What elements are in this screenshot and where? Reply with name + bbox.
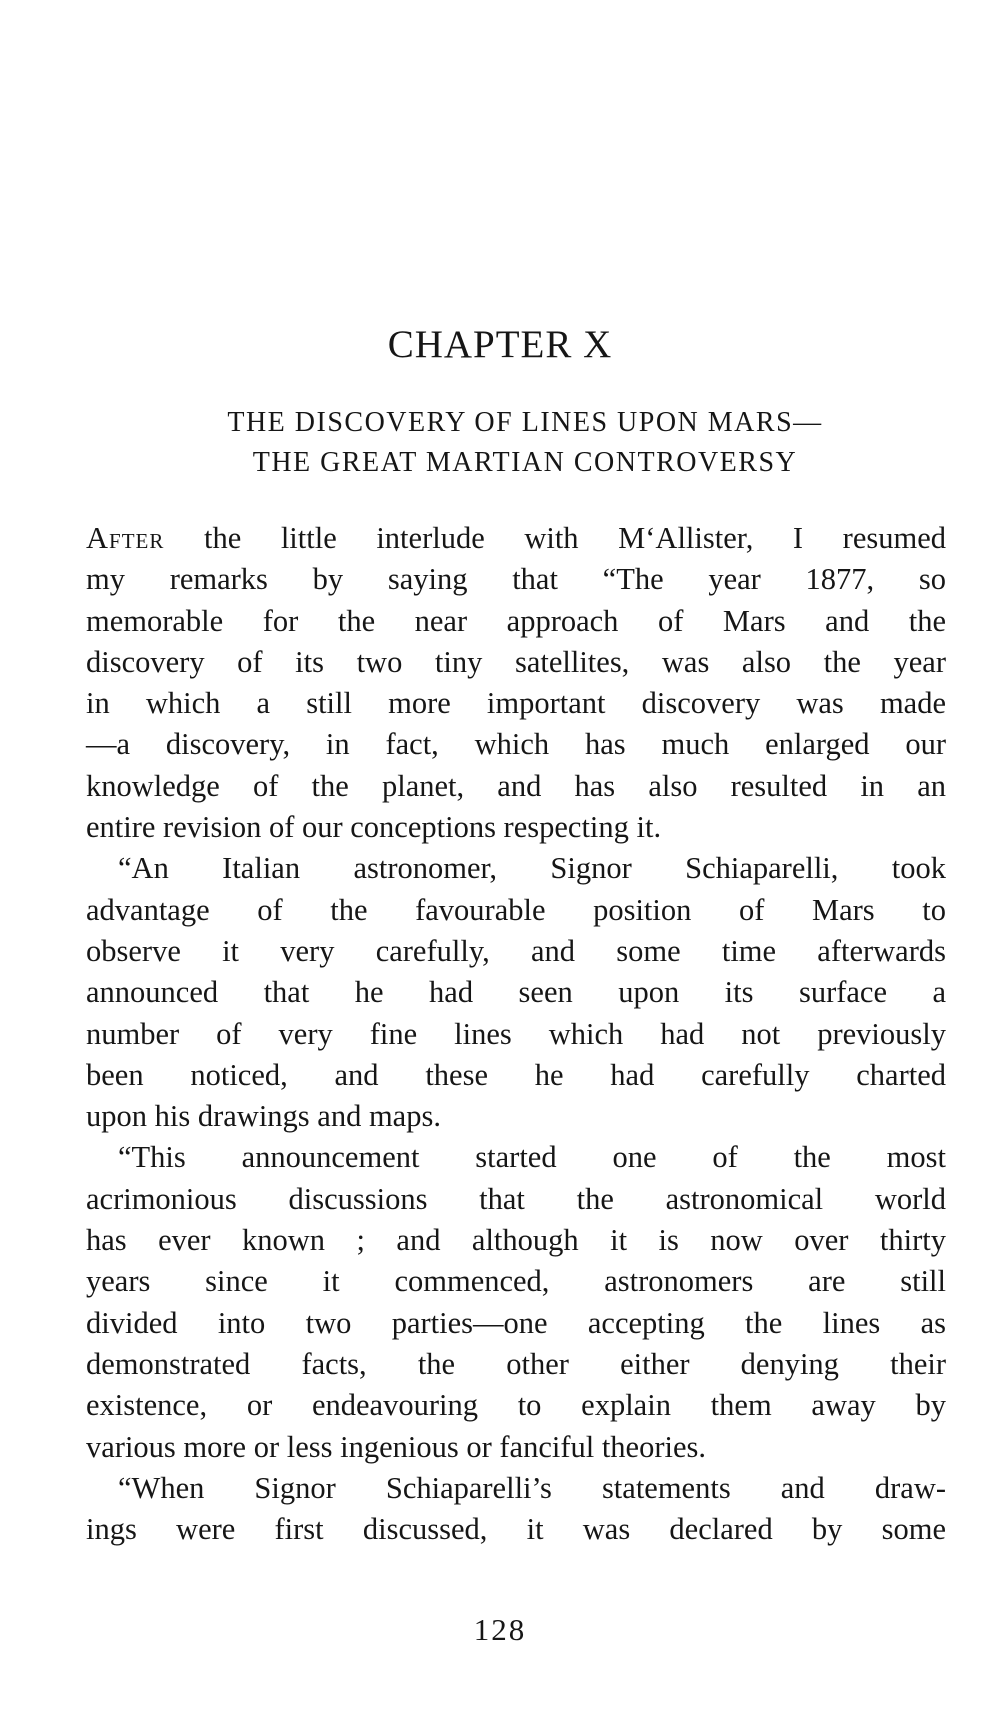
paragraph-2 (86, 848, 946, 1137)
text-line: my remarks by saying that “The year 1877, so (86, 562, 946, 597)
text-line: various more or less ingenious or fanciful theories. (86, 1429, 707, 1464)
text-line: existence, or endeavouring to explain them away by (86, 1388, 946, 1423)
text-line: knowledge of the planet, and has also resulted in an (86, 768, 946, 803)
page-number: 128 (473, 1612, 527, 1647)
text-line: observe it very carefully, and some time afterwards (86, 933, 946, 968)
text-line: —a discovery, in fact, which has much enlarged our (86, 727, 946, 762)
text-line: number of very fine lines which had not previously (86, 1016, 946, 1051)
text-line: has ever known ; and although it is now over thirty (86, 1223, 946, 1258)
text-line: acrimonious discussions that the astronomical world (86, 1181, 946, 1216)
text-line: divided into two parties—one accepting the lines as (86, 1305, 946, 1340)
chapter-subtitle (110, 403, 940, 483)
text-line: “This announcement started one of the most (118, 1140, 946, 1175)
text-line: memorable for the near approach of Mars and the (86, 603, 946, 638)
subtitle-line-1: THE DISCOVERY OF LINES UPON MARS— (227, 407, 823, 438)
text-line: discovery of its two tiny satellites, was also the year (86, 644, 946, 679)
paragraph-4 (86, 1468, 946, 1551)
lead-word: After (86, 521, 165, 555)
text-line: in which a still more important discovery was made (86, 686, 946, 721)
line-text: the little interlude with M‘Allister, I resumed (164, 521, 946, 555)
text-line: been noticed, and these he had carefully charted (86, 1057, 946, 1092)
text-line: years since it commenced, astronomers are still (86, 1264, 946, 1299)
body-text (86, 518, 946, 1550)
text-line: “When Signor Schiaparelli’s statements and draw- (118, 1470, 946, 1505)
paragraph-3 (86, 1137, 946, 1467)
text-line: demonstrated facts, the other either denying their (86, 1346, 946, 1381)
text-line: ings were first discussed, it was declared by some (86, 1512, 946, 1547)
text-line: advantage of the favourable position of Mars to (86, 892, 946, 927)
text-line: upon his drawings and maps. (86, 1099, 441, 1134)
text-line: announced that he had seen upon its surface a (86, 975, 946, 1010)
text-line (86, 518, 946, 559)
text-line: “An Italian astronomer, Signor Schiaparelli, took (118, 851, 946, 886)
subtitle-line-2: THE GREAT MARTIAN CONTROVERSY (252, 447, 798, 478)
text-line: entire revision of our conceptions respecting it. (86, 810, 662, 845)
chapter-title: CHAPTER X (387, 323, 613, 366)
paragraph-1 (86, 518, 946, 848)
